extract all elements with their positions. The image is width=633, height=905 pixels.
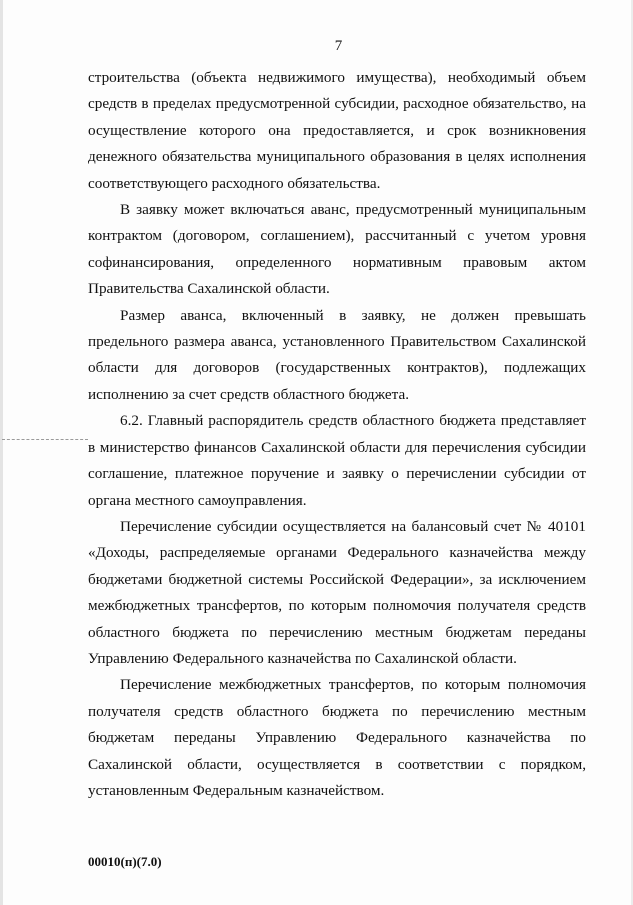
paragraph-interbudget-transfers: Перечисление межбюджетных трансфертов, по которым полномочия получателя средств областного бюджета по перечислению местным бюджетам переданы Управлению Федерального казначейства по Сахалинской области, осуществляется в соответствии с порядком, установленным Федеральным казначейством. <box>88 676 586 799</box>
page-number: 7 <box>334 38 343 54</box>
paragraph-6-2: 6.2. Главный распорядитель средств областного бюджета представляет в министерство финансов Сахалинской области для перечисления субсидии соглашение, платежное поручение и заявку о перечислении субсидии от органа местного самоуправления. <box>88 412 586 509</box>
paragraph-continuation: строительства (объекта недвижимого имущества), необходимый объем средств в пределах предусмотренной субсидии, расходное обязательство, на осуществление которого она предоставляется, и срок возникновения денежного обязательства муниципального образования в целях исполнения соответствующего расходного обязательства. <box>88 69 586 192</box>
document-body <box>88 65 586 804</box>
document-code: 00010(п)(7.0) <box>88 854 162 869</box>
paragraph-transfer-account: Перечисление субсидии осуществляется на балансовый счет № 40101 «Доходы, распределяемые органами Федерального казначейства между бюджетами бюджетной системы Российской Федерации», за исключением межбюджетных трансфертов, по которым полномочия получателя средств областного бюджета по перечислению местным бюджетам переданы Управлению Федерального казначейства по Сахалинской области. <box>88 517 586 667</box>
paragraph-advance-limit: Размер аванса, включенный в заявку, не должен превышать предельного размера аванса, установленного Правительством Сахалинской области для договоров (государственных контрактов), подлежащих исполнению за счет средств областного бюджета. <box>88 306 586 403</box>
paragraph-advance: В заявку может включаться аванс, предусмотренный муниципальным контрактом (договором, соглашением), рассчитанный с учетом уровня софинансирования, определенного нормативным правовым актом Правительства Сахалинской области. <box>88 201 586 298</box>
scan-artifact-line <box>2 439 88 440</box>
scan-left-edge <box>0 0 3 905</box>
